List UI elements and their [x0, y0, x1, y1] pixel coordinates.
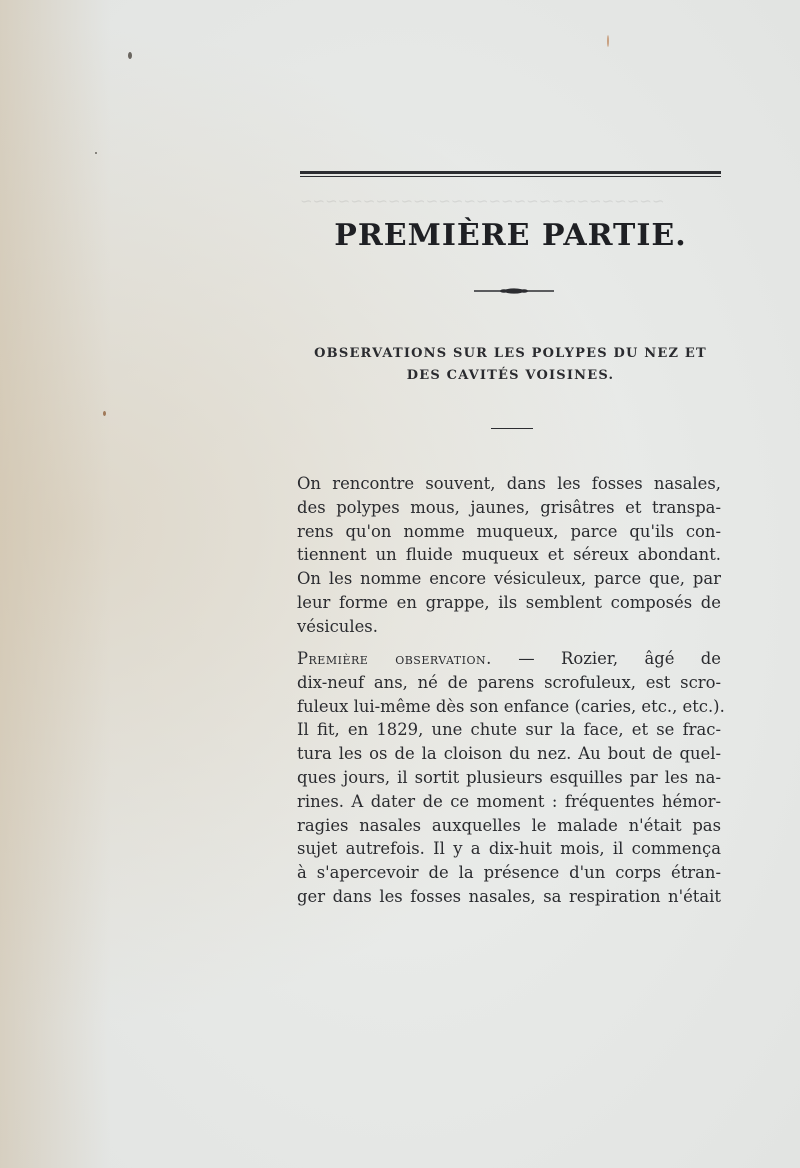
text-line: dix-neuf ans, né de parens scrofuleux, est scro-	[297, 672, 721, 692]
header-double-rule	[300, 171, 721, 177]
observation-heading: Première observation.	[297, 649, 492, 668]
text-line: fuleux lui-même dès son enfance (caries, etc., etc.).	[297, 696, 725, 716]
text-line: rens qu'on nomme muqueux, parce qu'ils con-	[297, 521, 721, 541]
text-line	[297, 647, 721, 671]
text-line: leur forme en grappe, ils semblent composés de	[297, 592, 721, 612]
text-line: On les nomme encore vésiculeux, parce que, par	[297, 569, 721, 589]
paper-speck	[103, 411, 106, 416]
paragraph-1	[297, 472, 721, 639]
text-line: ragies nasales auxquelles le malade n'était pas	[297, 815, 721, 835]
text-line: Il fit, en 1829, une chute sur la face, et se frac-	[297, 720, 721, 740]
paper-speck	[607, 35, 609, 47]
text-line: sujet autrefois. Il y a dix-huit mois, il commença	[297, 839, 721, 859]
text-line: à s'apercevoir de la présence d'un corps étran-	[297, 863, 721, 883]
paper-speck	[95, 152, 97, 154]
subheading-line-2: DES CAVITÉS VOISINES.	[406, 368, 615, 383]
text-line: On rencontre souvent, dans les fosses nasales,	[297, 474, 721, 493]
part-title: PREMIÈRE PARTIE.	[334, 218, 687, 253]
paper-speck	[128, 52, 132, 59]
short-divider	[491, 428, 533, 429]
ornament-divider	[474, 287, 554, 295]
show-through: ~~~~~~~~~~~~~~~~~~~~~~~~~~~~~	[300, 192, 665, 210]
text-line: tiennent un fluide muqueux et séreux abondant.	[297, 545, 721, 565]
paragraph-2	[297, 647, 725, 909]
text-line: rines. A dater de ce moment : fréquentes hémor-	[297, 791, 721, 811]
observation-heading-rest: — Rozier, âgé de	[491, 649, 721, 668]
section-subheading	[300, 343, 721, 387]
text-line: des polypes mous, jaunes, grisâtres et transpa-	[297, 497, 721, 517]
text-line: tura les os de la cloison du nez. Au bout de quel-	[297, 744, 721, 764]
subheading-line-1: OBSERVATIONS SUR LES POLYPES DU NEZ ET	[314, 346, 707, 361]
text-line: ger dans les fosses nasales, sa respiration n'était	[297, 886, 721, 906]
text-line: vésicules.	[297, 616, 378, 636]
text-line: ques jours, il sortit plusieurs esquilles par les na-	[297, 767, 721, 787]
page-edge-stain	[0, 0, 110, 1168]
